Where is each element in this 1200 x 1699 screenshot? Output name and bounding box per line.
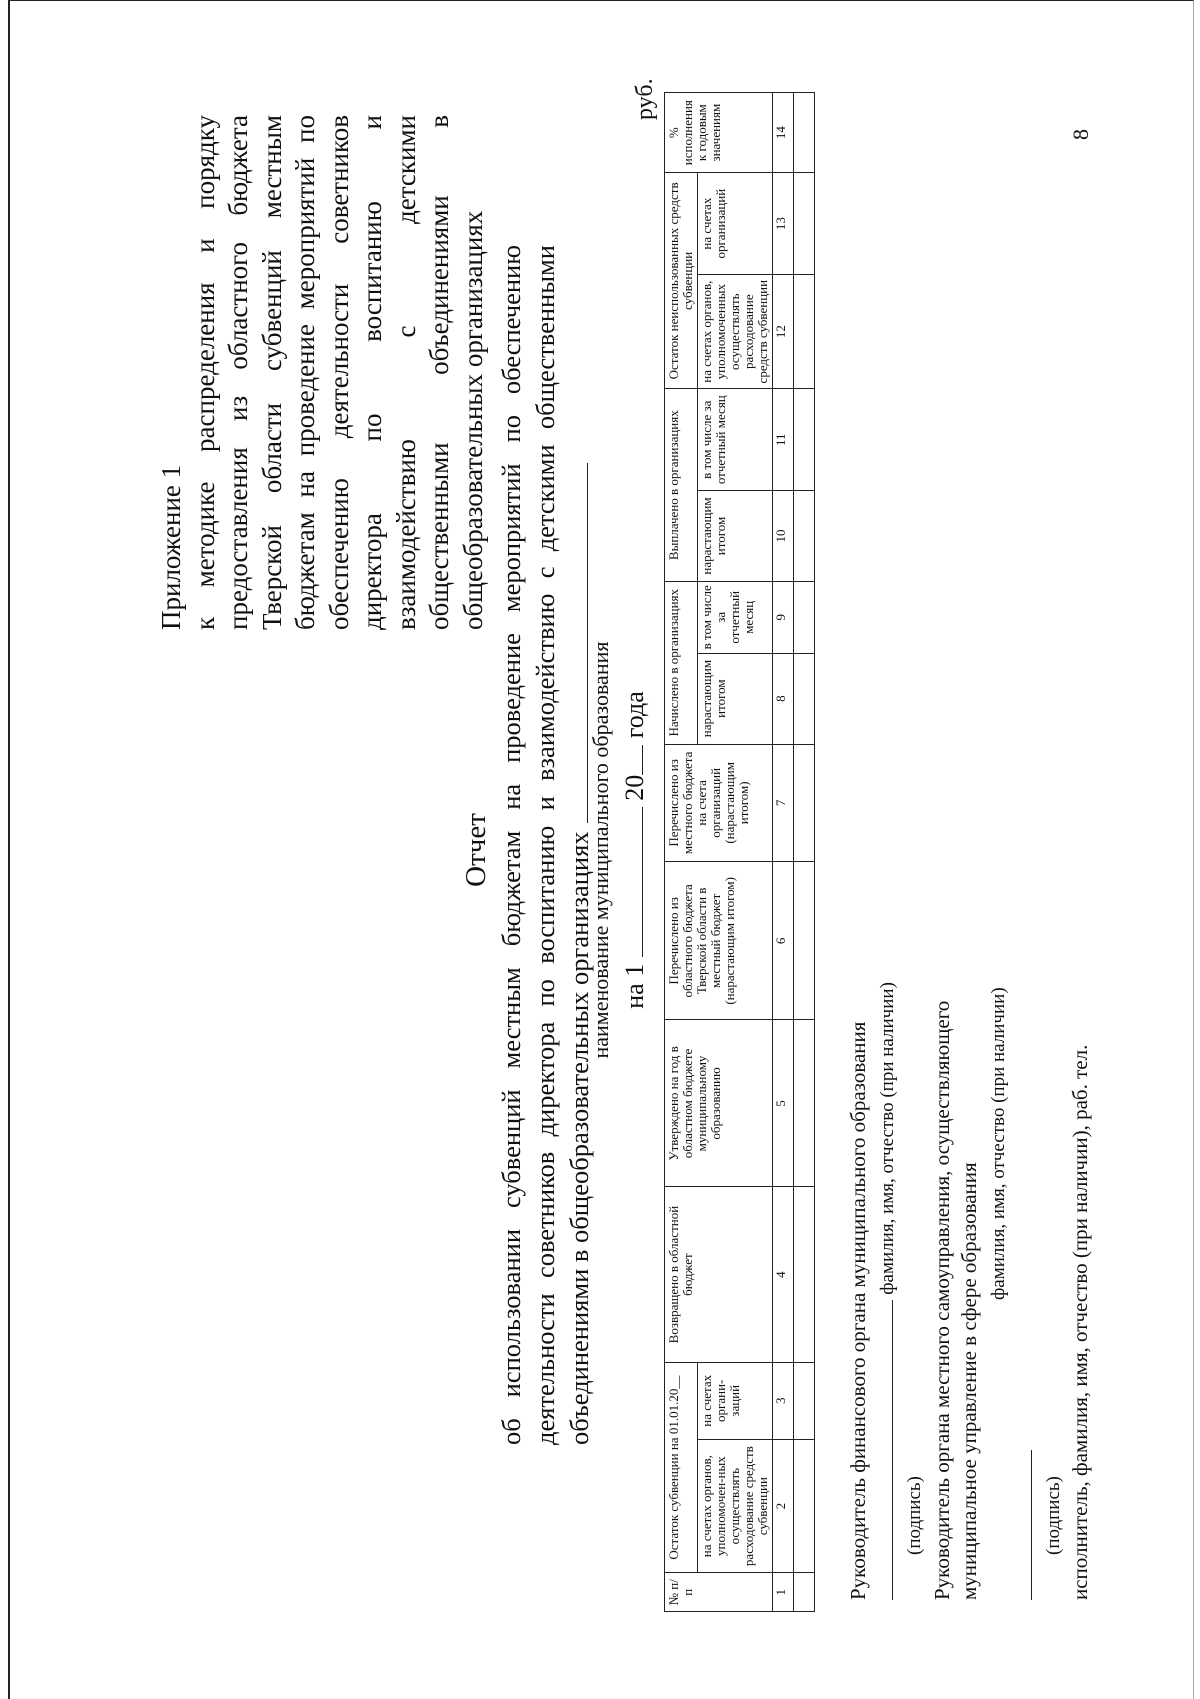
table-header-row bbox=[665, 92, 698, 1611]
column-number: 13 bbox=[773, 172, 794, 274]
column-number: 10 bbox=[773, 490, 794, 581]
column-number: 2 bbox=[773, 1439, 794, 1573]
table-cell bbox=[794, 1362, 815, 1439]
subheader-unused-orgs: на счетах организаций bbox=[698, 172, 773, 274]
date-prefix: на 1 bbox=[620, 963, 649, 1009]
municipality-caption: наименование муниципального образования bbox=[588, 641, 613, 1059]
table-cell bbox=[794, 581, 815, 653]
column-number-row bbox=[773, 92, 794, 1611]
header-paid: Выплачено в организациях bbox=[665, 388, 698, 581]
column-number: 11 bbox=[773, 388, 794, 490]
head-education-name-row bbox=[984, 700, 1013, 1600]
header-percent: % исполнения к годовым значениям bbox=[665, 92, 773, 172]
head-finance-line: Руководитель финансового органа муниципального образования bbox=[846, 1021, 870, 1600]
name-caption: фамилия, имя, отчество (при наличии) bbox=[876, 981, 898, 1295]
header-transferred-regional: Перечислено из областного бюджета Тверской области в местный бюджет (нарастающим итогом) bbox=[665, 861, 773, 1019]
subheader-balance-authorized: на счетах органов, уполномочен-ных осуществлять расходование средств субвенции bbox=[698, 1439, 773, 1573]
table-cell bbox=[794, 1439, 815, 1573]
column-number: 14 bbox=[773, 92, 794, 172]
table-cell bbox=[794, 490, 815, 581]
header-accrued: Начислено в организациях bbox=[665, 581, 698, 744]
table-cell bbox=[794, 1020, 815, 1187]
subheader-accrued-cumulative: нарастающим итогом bbox=[698, 653, 773, 744]
signature-label: (подпись) bbox=[1042, 1475, 1064, 1555]
signature-blank bbox=[1013, 1450, 1032, 1600]
table-cell bbox=[794, 1573, 815, 1612]
table-cell bbox=[794, 274, 815, 388]
report-subtitle-end-text: организациях bbox=[564, 830, 594, 985]
header-num: № п/п bbox=[665, 1573, 773, 1612]
name-caption: фамилия, имя, отчество (при наличии) bbox=[987, 986, 1009, 1300]
subheader-paid-month: в том числе за отчетный месяц bbox=[698, 388, 773, 490]
appendix-heading: Приложение 1 bbox=[156, 464, 186, 630]
table-cell bbox=[794, 744, 815, 862]
head-education-line-2: муниципальное управление в сфере образования bbox=[957, 1161, 981, 1600]
column-number: 3 bbox=[773, 1362, 794, 1439]
subheader-unused-authorized: на счетах органов, уполномоченных осуществлять расходование средств субвенции bbox=[698, 274, 773, 388]
appendix-block bbox=[155, 115, 490, 630]
table-cell bbox=[794, 653, 815, 744]
report-subtitle-text: об использовании субвенций местным бюджетам на проведение мероприятий по обеспечению деятельности советников директора по воспитанию и взаимодействию с детскими общественными объединениями в общеобразовательных bbox=[496, 244, 594, 1445]
column-number: 4 bbox=[773, 1186, 794, 1361]
header-balance: Остаток субвенции на 01.01.20__ bbox=[665, 1362, 698, 1573]
table-cell bbox=[794, 388, 815, 490]
head-education-signature-row bbox=[1012, 700, 1040, 1600]
subheader-balance-orgs: на счетах органи-заций bbox=[698, 1362, 773, 1439]
column-number: 6 bbox=[773, 861, 794, 1019]
head-education-line-1: Руководитель органа местного самоуправления, осуществляющего bbox=[929, 1000, 954, 1600]
report-table bbox=[664, 92, 815, 1612]
head-finance-signature-row bbox=[873, 700, 902, 1600]
table-row bbox=[794, 92, 815, 1611]
table-cell bbox=[794, 1186, 815, 1361]
report-title: Отчет bbox=[460, 812, 492, 887]
header-approved: Утверждено на год в областном бюджете муниципальному образованию bbox=[665, 1020, 773, 1187]
signature-label: (подпись) bbox=[904, 1475, 925, 1555]
table-cell bbox=[794, 861, 815, 1019]
subheader-accrued-month: в том числе за отчетный месяц bbox=[698, 581, 773, 653]
signature-blank bbox=[874, 1300, 893, 1600]
date-suffix: года bbox=[620, 690, 649, 738]
table-cell bbox=[794, 92, 815, 172]
column-number: 12 bbox=[773, 274, 794, 388]
date-year-prefix: 20 bbox=[620, 774, 649, 801]
report-subtitle bbox=[494, 245, 596, 1445]
subheader-paid-cumulative: нарастающим итогом bbox=[698, 490, 773, 581]
column-number: 5 bbox=[773, 1020, 794, 1187]
column-number: 9 bbox=[773, 581, 794, 653]
executor-line: исполнитель, фамилия, имя, отчество (при наличии), раб. тел. bbox=[1068, 1044, 1092, 1600]
header-returned: Возвращено в областной бюджет bbox=[665, 1186, 773, 1361]
header-transferred-local: Перечислено из местного бюджета на счета организаций (нарастающим итогом) bbox=[665, 744, 773, 862]
rotated-document-sheet bbox=[40, 40, 1160, 1660]
table-cell bbox=[794, 172, 815, 274]
currency-label: руб. bbox=[632, 77, 658, 120]
date-year-blank bbox=[620, 744, 643, 774]
appendix-text: к методике распределения и порядку предоставления из областного бюджета Тверской области субвенций местным бюджетам на проведение мероприятий по обеспечению деятельности советников директора по воспитанию и взаимодействию с детскими общественными объединениями в общеобразовательных организациях bbox=[189, 114, 488, 630]
date-day-month-blank bbox=[620, 807, 643, 957]
municipality-blank-line bbox=[565, 463, 588, 823]
report-date-line bbox=[620, 40, 650, 1660]
signatures-block bbox=[845, 700, 1095, 1600]
column-number: 7 bbox=[773, 744, 794, 862]
page-number: 8 bbox=[1068, 128, 1093, 140]
column-number: 1 bbox=[773, 1573, 794, 1612]
header-unused: Остаток неиспользованных средств субвенции bbox=[665, 172, 698, 388]
column-number: 8 bbox=[773, 653, 794, 744]
